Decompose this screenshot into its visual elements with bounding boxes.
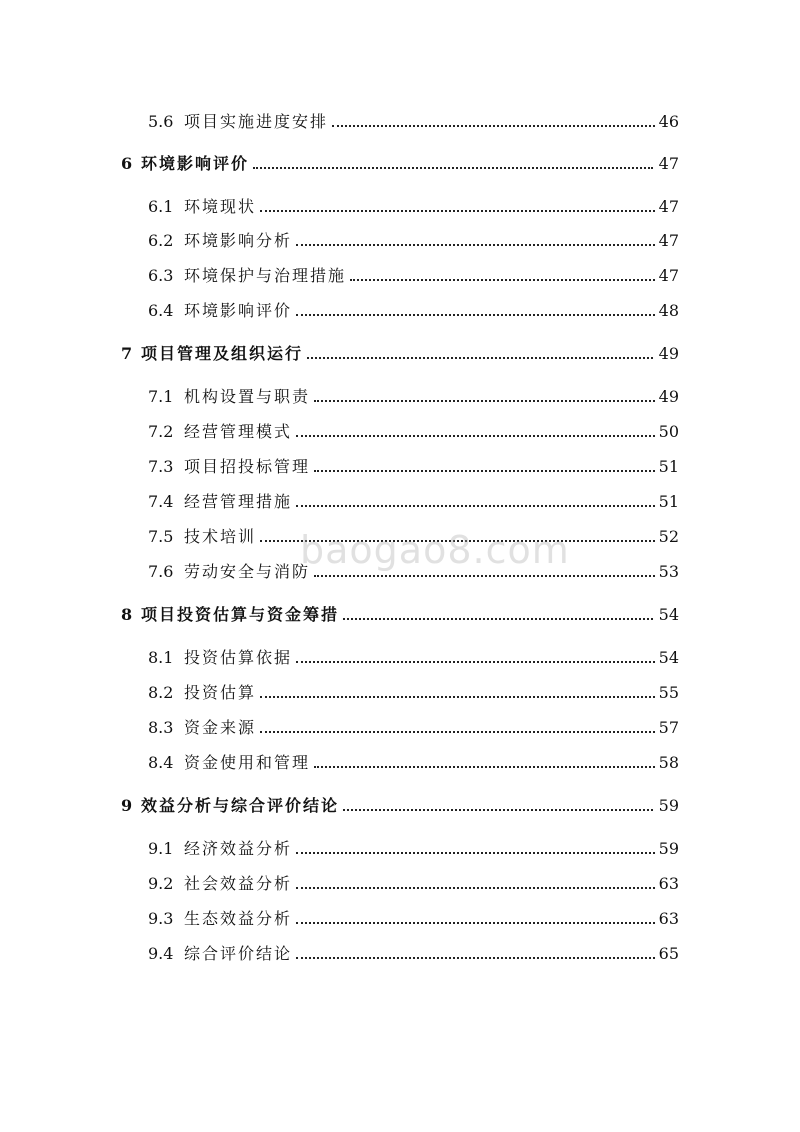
entry-page: 51	[658, 457, 679, 476]
entry-title: 投资估算依据	[184, 648, 293, 667]
dot-leader	[314, 399, 655, 402]
entry-number: 7.5	[148, 527, 174, 546]
entry-page: 63	[658, 874, 679, 893]
toc-entry-7-3[interactable]	[148, 453, 679, 477]
entry-page: 49	[658, 344, 679, 363]
entry-number: 8.2	[148, 683, 174, 702]
toc-entry-9-4[interactable]	[148, 940, 679, 964]
entry-title: 项目投资估算与资金筹措	[141, 605, 340, 624]
entry-page: 65	[658, 944, 679, 963]
toc-entry-5-6[interactable]	[148, 108, 679, 132]
toc-entry-6[interactable]	[121, 150, 679, 174]
entry-title: 技术培训	[184, 527, 257, 546]
entry-title: 资金来源	[184, 718, 257, 737]
entry-page: 55	[658, 683, 679, 702]
toc-entry-6-4[interactable]	[148, 297, 679, 321]
entry-number: 9.4	[148, 944, 174, 963]
entry-title: 资金使用和管理	[184, 753, 311, 772]
entry-page: 63	[658, 909, 679, 928]
entry-number: 8.3	[148, 718, 174, 737]
dot-leader	[260, 695, 655, 698]
toc-entry-9-3[interactable]	[148, 905, 679, 929]
entry-title: 生态效益分析	[184, 909, 293, 928]
entry-number: 7	[121, 344, 133, 363]
entry-page: 58	[658, 753, 679, 772]
entry-number: 9.1	[148, 839, 174, 858]
entry-number: 5.6	[148, 112, 174, 131]
entry-title: 环境影响分析	[184, 231, 293, 250]
entry-number: 8.1	[148, 648, 174, 667]
toc-entry-8-3[interactable]	[148, 714, 679, 738]
entry-title: 经济效益分析	[184, 839, 293, 858]
dot-leader	[296, 504, 655, 507]
entry-page: 51	[658, 492, 679, 511]
toc-entry-6-2[interactable]	[148, 227, 679, 251]
toc-entry-9-2[interactable]	[148, 870, 679, 894]
entry-page: 59	[658, 839, 679, 858]
entry-page: 54	[658, 648, 679, 667]
entry-number: 8	[121, 605, 133, 624]
toc-entry-6-3[interactable]	[148, 262, 679, 286]
dot-leader	[314, 765, 655, 768]
entry-number: 6.2	[148, 231, 174, 250]
entry-number: 6.4	[148, 301, 174, 320]
dot-leader	[296, 851, 655, 854]
toc-entry-7[interactable]	[121, 340, 679, 364]
entry-page: 46	[658, 112, 679, 131]
entry-number: 9.3	[148, 909, 174, 928]
dot-leader	[343, 617, 653, 620]
watermark-text: baogao8.com	[300, 528, 570, 572]
entry-page: 50	[658, 422, 679, 441]
dot-leader	[307, 356, 653, 359]
dot-leader	[253, 166, 653, 169]
entry-page: 54	[658, 605, 679, 624]
entry-number: 7.2	[148, 422, 174, 441]
entry-number: 7.6	[148, 562, 174, 581]
entry-page: 47	[658, 154, 679, 173]
entry-title: 环境保护与治理措施	[184, 266, 347, 285]
entry-title: 经营管理模式	[184, 422, 293, 441]
entry-title: 项目管理及组织运行	[141, 344, 304, 363]
entry-page: 57	[658, 718, 679, 737]
entry-number: 6.3	[148, 266, 174, 285]
dot-leader	[296, 956, 655, 959]
entry-title: 综合评价结论	[184, 944, 293, 963]
entry-title: 效益分析与综合评价结论	[141, 796, 340, 815]
entry-title: 环境影响评价	[141, 154, 250, 173]
entry-number: 7.3	[148, 457, 174, 476]
entry-title: 社会效益分析	[184, 874, 293, 893]
dot-leader	[296, 313, 655, 316]
entry-title: 投资估算	[184, 683, 257, 702]
entry-number: 9.2	[148, 874, 174, 893]
entry-page: 53	[658, 562, 679, 581]
dot-leader	[350, 278, 655, 281]
dot-leader	[296, 434, 655, 437]
entry-number: 6.1	[148, 197, 174, 216]
dot-leader	[296, 921, 655, 924]
entry-title: 劳动安全与消防	[184, 562, 311, 581]
entry-page: 47	[658, 231, 679, 250]
dot-leader	[260, 209, 655, 212]
entry-title: 项目招投标管理	[184, 457, 311, 476]
entry-number: 9	[121, 796, 133, 815]
entry-title: 项目实施进度安排	[184, 112, 329, 131]
toc-entry-6-1[interactable]	[148, 193, 679, 217]
toc-entry-9[interactable]	[121, 792, 679, 816]
dot-leader	[296, 660, 655, 663]
toc-entry-8[interactable]	[121, 601, 679, 625]
entry-page: 47	[658, 266, 679, 285]
entry-title: 机构设置与职责	[184, 387, 311, 406]
dot-leader	[332, 124, 655, 127]
entry-number: 8.4	[148, 753, 174, 772]
entry-number: 7.1	[148, 387, 174, 406]
toc-entry-9-1[interactable]	[148, 835, 679, 859]
toc-entry-7-1[interactable]	[148, 383, 679, 407]
entry-number: 7.4	[148, 492, 174, 511]
dot-leader	[314, 574, 655, 577]
entry-page: 59	[658, 796, 679, 815]
entry-title: 环境影响评价	[184, 301, 293, 320]
dot-leader	[296, 243, 655, 246]
entry-number: 6	[121, 154, 133, 173]
entry-page: 52	[658, 527, 679, 546]
dot-leader	[343, 808, 653, 811]
toc-entry-8-1[interactable]	[148, 644, 679, 668]
toc-entry-7-2[interactable]	[148, 418, 679, 442]
dot-leader	[314, 469, 655, 472]
entry-title: 环境现状	[184, 197, 257, 216]
toc-entry-8-4[interactable]	[148, 749, 679, 773]
entry-page: 49	[658, 387, 679, 406]
entry-title: 经营管理措施	[184, 492, 293, 511]
entry-page: 47	[658, 197, 679, 216]
toc-entry-8-2[interactable]	[148, 679, 679, 703]
toc-entry-7-4[interactable]	[148, 488, 679, 512]
dot-leader	[296, 886, 655, 889]
dot-leader	[260, 730, 655, 733]
entry-page: 48	[658, 301, 679, 320]
